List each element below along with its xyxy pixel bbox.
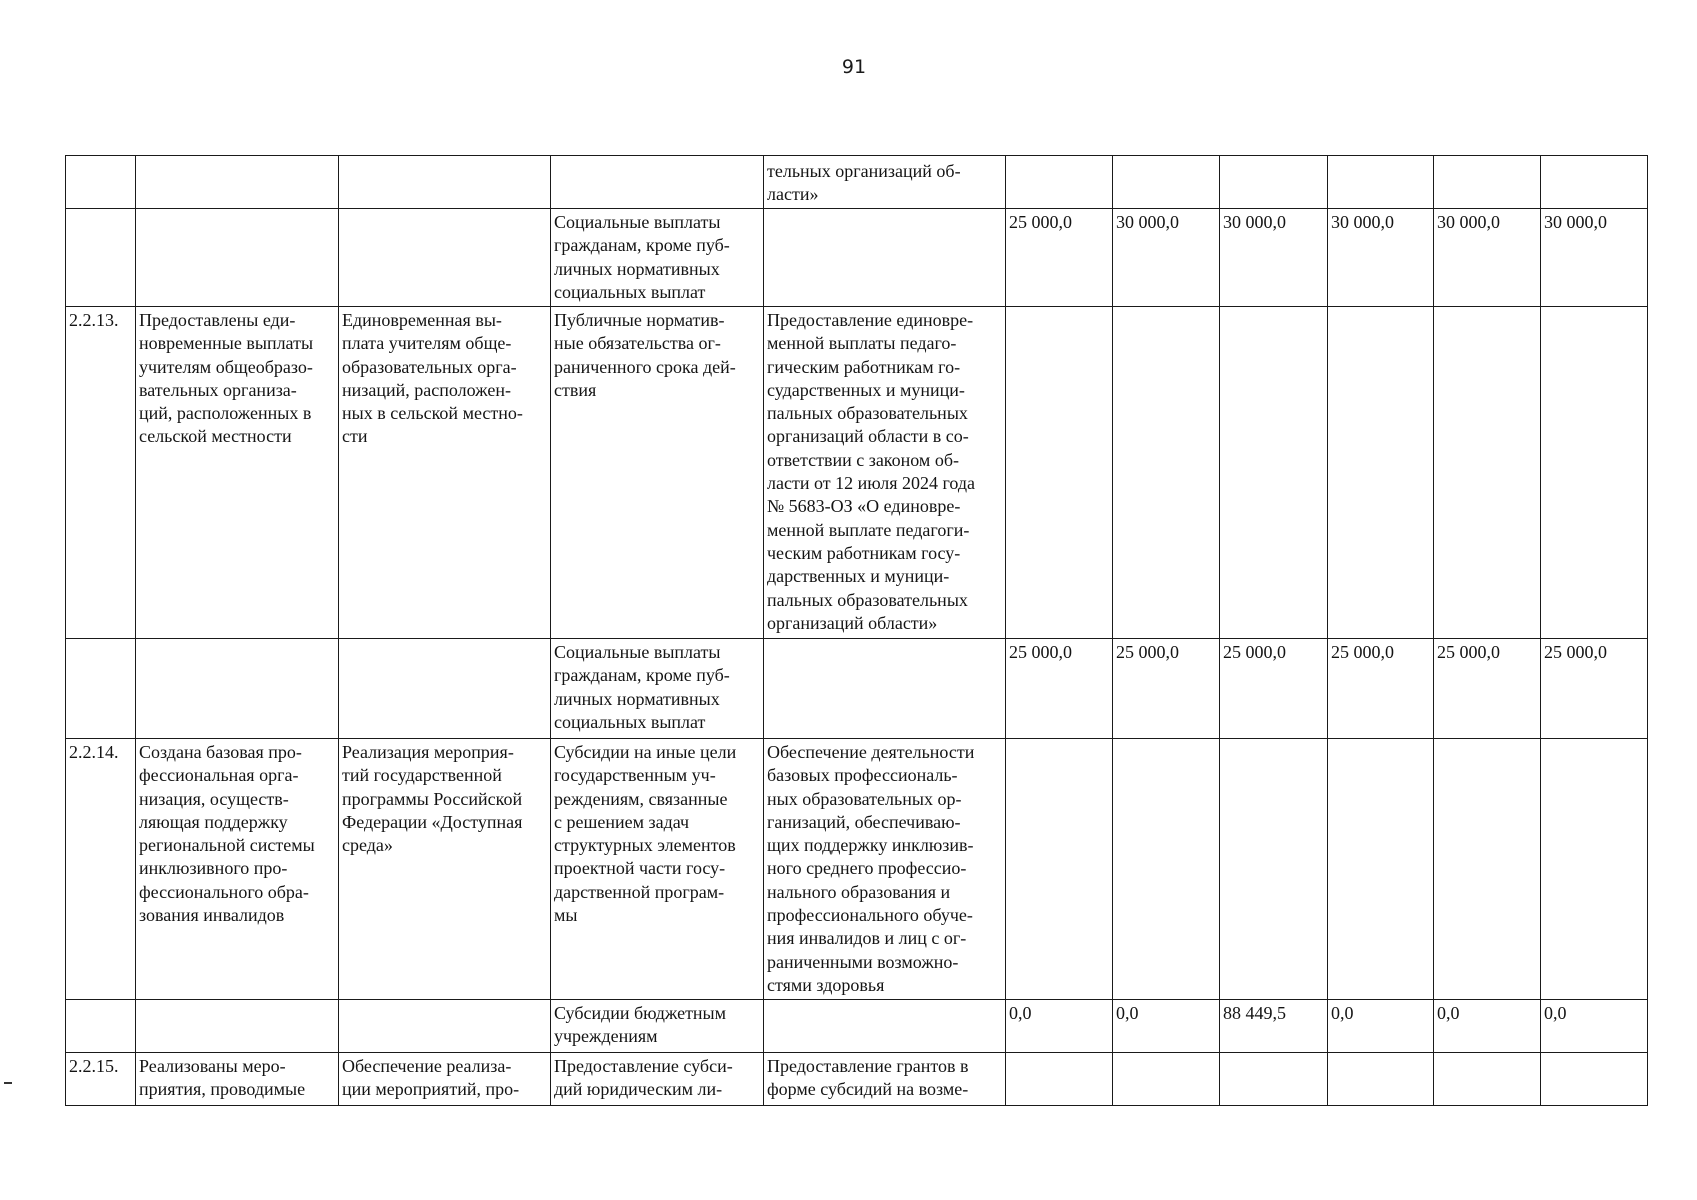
value-cell bbox=[1220, 307, 1328, 639]
value-cell: 30 000,0 bbox=[1220, 209, 1328, 307]
value-cell bbox=[1434, 739, 1541, 1000]
value-cell: 0,0 bbox=[1541, 1000, 1648, 1053]
expense-type-cell: Публичные норматив- ные обязательства ог- раниченного срока дей- ствия bbox=[551, 307, 764, 639]
scan-artifact-mark bbox=[4, 1082, 12, 1084]
result-cell: Предоставлены еди- новременные выплаты учителям общеобразо- вательных организа- ций, расположенных в сельской местности bbox=[136, 307, 339, 639]
value-cell bbox=[1006, 156, 1113, 209]
event-cell: Единовременная вы- плата учителям обще- образовательных орга- низаций, расположен- ных в сельской местно- сти bbox=[339, 307, 551, 639]
value-cell bbox=[1113, 156, 1220, 209]
value-cell: 0,0 bbox=[1328, 1000, 1434, 1053]
value-cell bbox=[1006, 1053, 1113, 1106]
purpose-cell: Предоставление грантов в форме субсидий на возме- bbox=[764, 1053, 1006, 1106]
value-cell: 30 000,0 bbox=[1113, 209, 1220, 307]
program-activities-table bbox=[65, 155, 1648, 1106]
expense-type-cell: Субсидии на иные цели государственным уч- реждениям, связанные с решением задач структурных элементов проектной части госу- дарственной програм- мы bbox=[551, 739, 764, 1000]
table-body bbox=[66, 156, 1648, 1106]
event-cell: Обеспечение реализа- ции мероприятий, про- bbox=[339, 1053, 551, 1106]
value-cell bbox=[1113, 739, 1220, 1000]
value-cell bbox=[1113, 307, 1220, 639]
value-cell bbox=[1328, 156, 1434, 209]
event-cell bbox=[339, 639, 551, 739]
row-number-cell: 2.2.13. bbox=[66, 307, 136, 639]
value-cell: 0,0 bbox=[1006, 1000, 1113, 1053]
row-number-cell bbox=[66, 156, 136, 209]
row-number-cell: 2.2.14. bbox=[66, 739, 136, 1000]
event-cell bbox=[339, 209, 551, 307]
result-cell bbox=[136, 639, 339, 739]
value-cell: 25 000,0 bbox=[1006, 209, 1113, 307]
value-cell bbox=[1541, 156, 1648, 209]
table-row bbox=[66, 639, 1648, 739]
value-cell bbox=[1006, 739, 1113, 1000]
table-row bbox=[66, 156, 1648, 209]
value-cell bbox=[1220, 156, 1328, 209]
value-cell: 25 000,0 bbox=[1328, 639, 1434, 739]
table-row bbox=[66, 739, 1648, 1000]
value-cell: 0,0 bbox=[1113, 1000, 1220, 1053]
page-number: 91 bbox=[841, 56, 867, 78]
value-cell: 30 000,0 bbox=[1434, 209, 1541, 307]
value-cell bbox=[1541, 1053, 1648, 1106]
value-cell bbox=[1434, 156, 1541, 209]
purpose-cell: тельных организаций об- ласти» bbox=[764, 156, 1006, 209]
purpose-cell bbox=[764, 639, 1006, 739]
value-cell bbox=[1328, 307, 1434, 639]
table-row bbox=[66, 307, 1648, 639]
table-row bbox=[66, 1053, 1648, 1106]
table-row bbox=[66, 209, 1648, 307]
row-number-cell bbox=[66, 639, 136, 739]
result-cell: Реализованы меро- приятия, проводимые bbox=[136, 1053, 339, 1106]
expense-type-cell: Субсидии бюджетным учреждениям bbox=[551, 1000, 764, 1053]
value-cell: 25 000,0 bbox=[1434, 639, 1541, 739]
value-cell bbox=[1434, 1053, 1541, 1106]
row-number-cell bbox=[66, 209, 136, 307]
purpose-cell bbox=[764, 1000, 1006, 1053]
result-cell bbox=[136, 1000, 339, 1053]
value-cell: 25 000,0 bbox=[1006, 639, 1113, 739]
purpose-cell bbox=[764, 209, 1006, 307]
value-cell: 30 000,0 bbox=[1541, 209, 1648, 307]
value-cell: 88 449,5 bbox=[1220, 1000, 1328, 1053]
value-cell: 30 000,0 bbox=[1328, 209, 1434, 307]
value-cell bbox=[1113, 1053, 1220, 1106]
purpose-cell: Предоставление единовре- менной выплаты педаго- гическим работникам го- сударственных и муници- пальных образовательных организаций области в со- ответствии с законом об- ласти от 12 июля 2024 года № 5683-ОЗ «О единовре- менной выплате педагоги- ческим работникам госу- дарственных и муници- пальных образовательных организаций области» bbox=[764, 307, 1006, 639]
value-cell: 25 000,0 bbox=[1541, 639, 1648, 739]
expense-type-cell bbox=[551, 156, 764, 209]
expense-type-cell: Предоставление субси- дий юридическим ли- bbox=[551, 1053, 764, 1106]
value-cell bbox=[1434, 307, 1541, 639]
event-cell bbox=[339, 1000, 551, 1053]
expense-type-cell: Социальные выплаты гражданам, кроме пуб- личных нормативных социальных выплат bbox=[551, 639, 764, 739]
expense-type-cell: Социальные выплаты гражданам, кроме пуб- личных нормативных социальных выплат bbox=[551, 209, 764, 307]
value-cell bbox=[1006, 307, 1113, 639]
row-number-cell: 2.2.15. bbox=[66, 1053, 136, 1106]
value-cell: 0,0 bbox=[1434, 1000, 1541, 1053]
value-cell bbox=[1220, 739, 1328, 1000]
event-cell: Реализация мероприя- тий государственной программы Российской Федерации «Доступная среда» bbox=[339, 739, 551, 1000]
purpose-cell: Обеспечение деятельности базовых профессиональ- ных образовательных ор- ганизаций, обеспечиваю- щих поддержку инклюзив- ного среднего профессио- нального образования и профессионального обуче- ния инвалидов и лиц с ог- раниченными возможно- стями здоровья bbox=[764, 739, 1006, 1000]
value-cell: 25 000,0 bbox=[1113, 639, 1220, 739]
row-number-cell bbox=[66, 1000, 136, 1053]
event-cell bbox=[339, 156, 551, 209]
value-cell bbox=[1328, 739, 1434, 1000]
result-cell: Создана базовая про- фессиональная орга- низация, осуществ- ляющая поддержку региональной системы инклюзивного про- фессионального обра- зования инвалидов bbox=[136, 739, 339, 1000]
table-row bbox=[66, 1000, 1648, 1053]
value-cell: 25 000,0 bbox=[1220, 639, 1328, 739]
value-cell bbox=[1541, 307, 1648, 639]
value-cell bbox=[1220, 1053, 1328, 1106]
value-cell bbox=[1328, 1053, 1434, 1106]
result-cell bbox=[136, 209, 339, 307]
result-cell bbox=[136, 156, 339, 209]
value-cell bbox=[1541, 739, 1648, 1000]
